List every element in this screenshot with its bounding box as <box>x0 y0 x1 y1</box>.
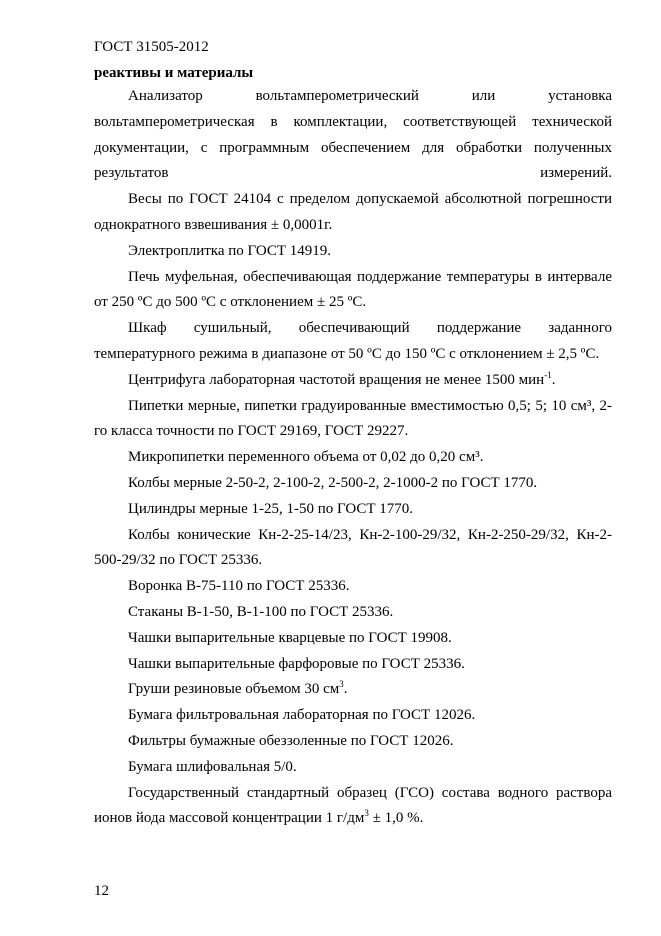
paragraph-filter-paper: Бумага фильтровальная лабораторная по ГОСТ 12026. <box>128 707 476 724</box>
paragraph-analyzer: Анализатор вольтамперометрический или установка вольтамперометрическая в комплектации, соответствующей технической документации, с программным обеспечением для обработки полученных результатов измерений. <box>94 88 612 182</box>
paragraph-muffle-furnace: Печь муфельная, обеспечивающая поддержание температуры в интервале от 250 ºС до 500 ºС с отклонением ± 25 ºС. <box>94 268 612 311</box>
paragraph-reference-sample: Государственный стандартный образец (ГСО) состава водного раствора ионов йода массовой концентрации 1 $г/дм^3 \pm 1,0$ %. <box>94 784 612 827</box>
paragraph-cylinders: Цилиндры мерные 1-25, 1-50 по ГОСТ 1770. <box>128 500 414 517</box>
paragraph-pipettes: Пипетки мерные, пипетки градуированные вместимостью 0,5; 5; 10 см³, 2-го класса точности по ГОСТ 29169, ГОСТ 29227. <box>94 397 612 440</box>
paragraph-porcelain-dishes: Чашки выпарительные фарфоровые по ГОСТ 25336. <box>128 655 465 672</box>
paragraph-volumetric-flasks: Колбы мерные 2-50-2, 2-100-2, 2-500-2, 2-1000-2 по ГОСТ 1770. <box>128 474 538 491</box>
superscript: 3 <box>339 679 344 690</box>
paragraph-drying-cabinet: Шкаф сушильный, обеспечивающий поддержание заданного температурного режима в диапазоне от 50 ºС до 150 ºС с отклонением ± 2,5 ºС. <box>94 320 612 362</box>
paragraph-sandpaper: Бумага шлифовальная 5/0. <box>128 758 297 775</box>
superscript: -1 <box>544 369 552 380</box>
document-header: ГОСТ 31505-2012 <box>94 39 209 55</box>
document-body <box>94 84 612 832</box>
section-title: реактивы и материалы <box>94 65 254 81</box>
paragraph-rubber-bulbs: Груши резиновые объемом 30 $см^3$. <box>128 679 348 698</box>
page-number: 12 <box>94 883 109 899</box>
paragraph-conical-flasks: Колбы конические Кн-2-25-14/23, Кн-2-100-29/32, Кн-2-250-29/32, Кн-2-500-29/32 по ГОСТ 25336. <box>94 526 612 569</box>
paragraph-funnel: Воронка В-75-110 по ГОСТ 25336. <box>128 578 350 595</box>
paragraph-hotplate: Электроплитка по ГОСТ 14919. <box>128 242 331 259</box>
paragraph-centrifuge: Центрифуга лабораторная частотой вращения не менее 1500 мин$^{-1}$. <box>128 369 556 388</box>
paragraph-ashless-filters: Фильтры бумажные обеззоленные по ГОСТ 12026. <box>128 732 454 749</box>
paragraph-scales: Весы по ГОСТ 24104 с пределом допускаемой абсолютной погрешности однократного взвешивания ± 0,0001г. <box>94 191 612 233</box>
paragraph-quartz-dishes: Чашки выпарительные кварцевые по ГОСТ 19908. <box>128 629 452 646</box>
paragraph-beakers: Стаканы В-1-50, В-1-100 по ГОСТ 25336. <box>128 603 394 620</box>
paragraph-micropipettes: Микропипетки переменного объема от 0,02 до 0,20 см³. <box>128 449 484 466</box>
superscript: 3 <box>364 808 369 819</box>
